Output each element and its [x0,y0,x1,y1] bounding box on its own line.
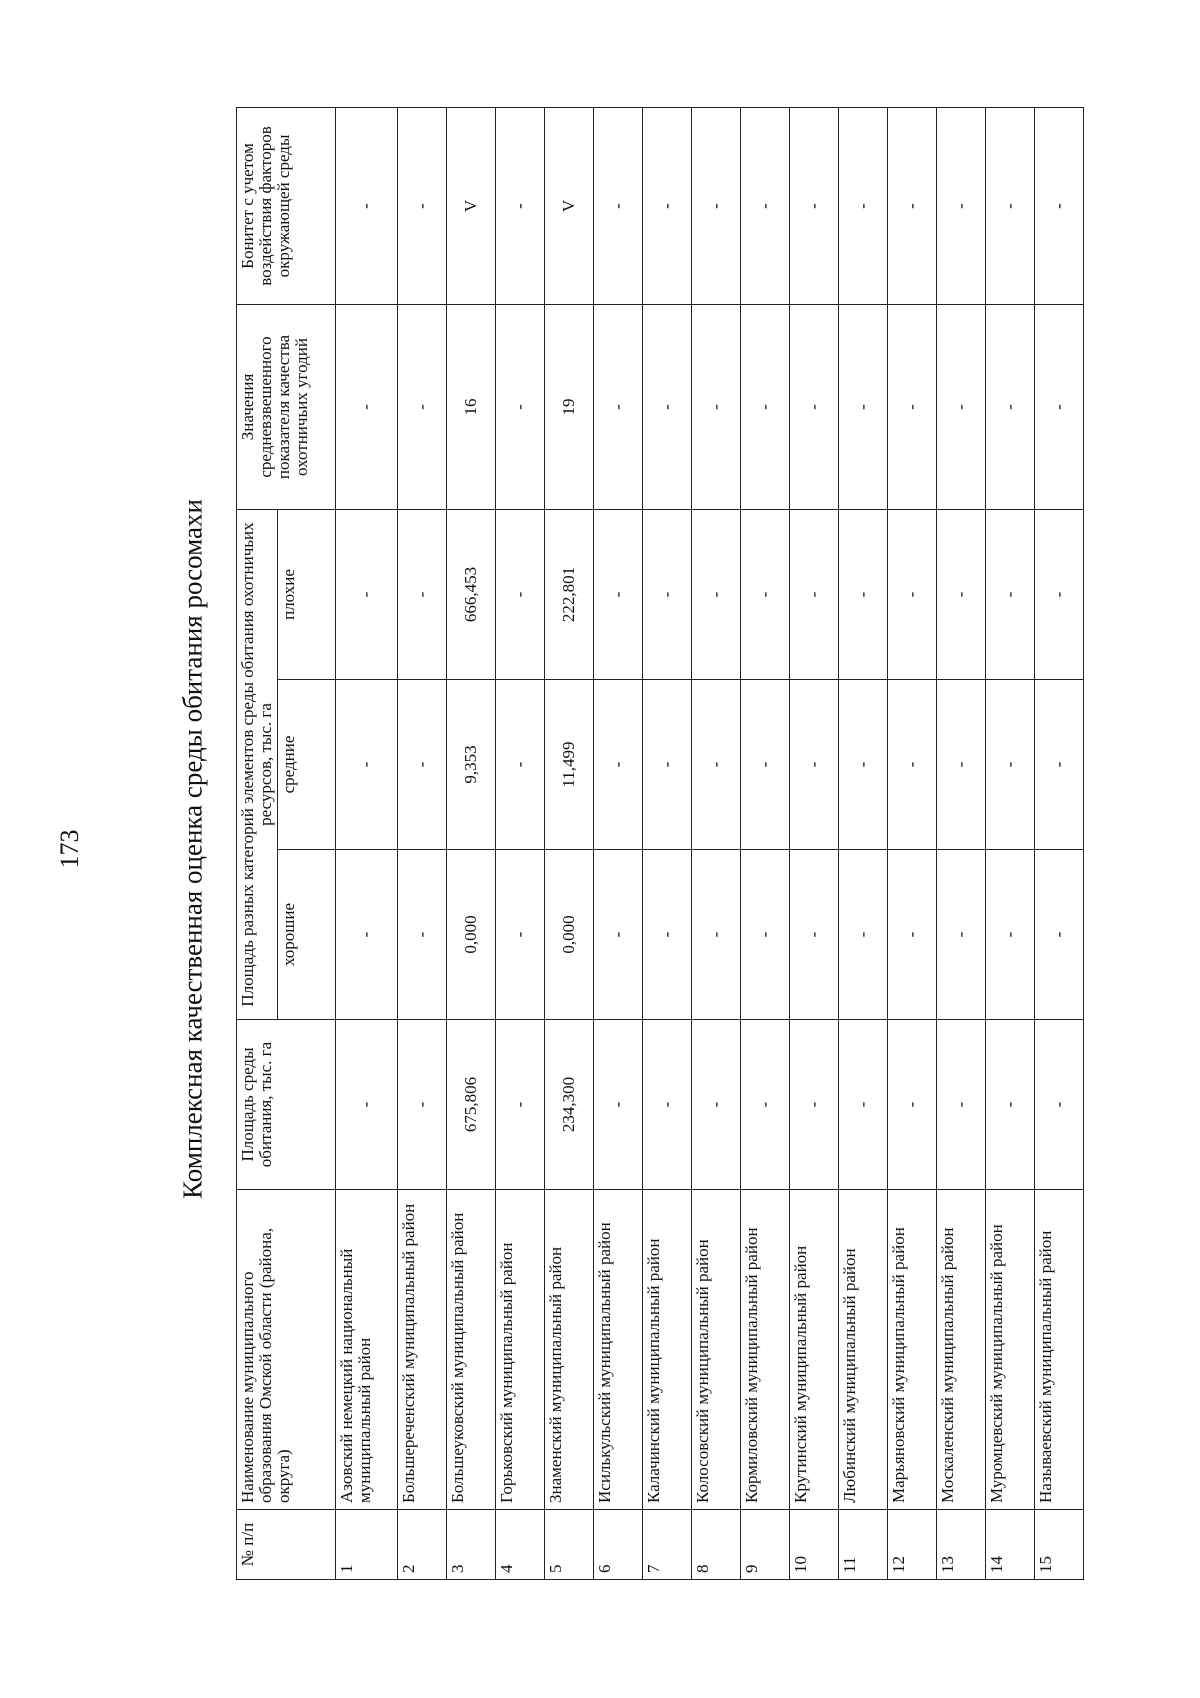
cell-good: - [1034,850,1083,1020]
cell-area: - [887,1020,936,1190]
table-row [544,107,593,1579]
cell-name: Калачинский муниципальный район [642,1190,691,1510]
cell-poor: - [397,509,446,679]
table-container [236,108,1080,1580]
cell-good: - [495,850,544,1020]
table-row [691,107,740,1579]
cell-bonitet: - [789,107,838,304]
cell-name: Большеуковский муниципальный район [446,1190,495,1510]
table-row [446,107,495,1579]
cell-medium: 11,499 [544,680,593,850]
cell-bonitet: - [642,107,691,304]
cell-poor: - [789,509,838,679]
table-row [740,107,789,1579]
cell-name: Исилькульский муниципальный район [593,1190,642,1510]
cell-bonitet: V [446,107,495,304]
cell-weighted: - [936,304,985,509]
cell-good: - [887,850,936,1020]
cell-num: 6 [593,1510,642,1580]
header-num: № п/п [237,1510,336,1580]
habitat-table [236,107,1084,1580]
header-area: Площадь среды обитания, тыс. га [237,1020,336,1190]
cell-good: - [397,850,446,1020]
cell-good: - [642,850,691,1020]
cell-bonitet: - [691,107,740,304]
cell-name: Называевский муниципальный район [1034,1190,1083,1510]
header-name: Наименование муниципального образования Омской области (района, округа) [237,1190,336,1510]
cell-weighted: - [887,304,936,509]
cell-weighted: 16 [446,304,495,509]
cell-weighted: - [985,304,1034,509]
cell-weighted: - [495,304,544,509]
cell-poor: - [691,509,740,679]
cell-num: 5 [544,1510,593,1580]
cell-area: - [740,1020,789,1190]
header-good: хорошие [277,850,335,1020]
cell-good: - [335,850,397,1020]
cell-weighted: 19 [544,304,593,509]
cell-medium: 9,353 [446,680,495,850]
cell-num: 13 [936,1510,985,1580]
cell-bonitet: - [495,107,544,304]
cell-bonitet: - [740,107,789,304]
cell-name: Знаменский муниципальный район [544,1190,593,1510]
cell-area: - [397,1020,446,1190]
cell-name: Кормиловский муниципальный район [740,1190,789,1510]
cell-area: - [838,1020,887,1190]
cell-bonitet: - [887,107,936,304]
cell-name: Большереченский муниципальный район [397,1190,446,1510]
cell-name: Любинский муниципальный район [838,1190,887,1510]
table-row [887,107,936,1579]
cell-poor: - [495,509,544,679]
cell-name: Марьяновский муниципальный район [887,1190,936,1510]
cell-weighted: - [691,304,740,509]
cell-bonitet: - [985,107,1034,304]
cell-poor: - [985,509,1034,679]
cell-area: - [1034,1020,1083,1190]
cell-good: - [789,850,838,1020]
cell-area: - [789,1020,838,1190]
cell-area: - [593,1020,642,1190]
header-bonitet: Бонитет с учетом воздействия факторов окружающей среды [237,107,336,304]
cell-num: 7 [642,1510,691,1580]
cell-medium: - [642,680,691,850]
cell-poor: 666,453 [446,509,495,679]
cell-name: Азовский немецкий национальный муниципальный район [335,1190,397,1510]
cell-good: - [593,850,642,1020]
cell-weighted: - [1034,304,1083,509]
cell-poor: - [838,509,887,679]
cell-name: Горьковский муниципальный район [495,1190,544,1510]
cell-num: 1 [335,1510,397,1580]
table-row [495,107,544,1579]
cell-bonitet: - [593,107,642,304]
cell-medium: - [593,680,642,850]
cell-area: - [985,1020,1034,1190]
cell-medium: - [838,680,887,850]
cell-weighted: - [593,304,642,509]
table-row [593,107,642,1579]
cell-medium: - [495,680,544,850]
cell-bonitet: - [936,107,985,304]
cell-num: 3 [446,1510,495,1580]
cell-good: - [740,850,789,1020]
cell-num: 8 [691,1510,740,1580]
cell-poor: - [887,509,936,679]
cell-bonitet: V [544,107,593,304]
cell-name: Москаленский муниципальный район [936,1190,985,1510]
cell-area: 234,300 [544,1020,593,1190]
cell-num: 9 [740,1510,789,1580]
cell-medium: - [789,680,838,850]
cell-medium: - [691,680,740,850]
cell-bonitet: - [335,107,397,304]
cell-weighted: - [838,304,887,509]
cell-poor: - [642,509,691,679]
cell-num: 10 [789,1510,838,1580]
table-row [1034,107,1083,1579]
page-title: Комплексная качественная оценка среды обитания росомахи [177,499,208,1199]
header-poor: плохие [277,509,335,679]
cell-weighted: - [642,304,691,509]
cell-area: - [936,1020,985,1190]
cell-good: 0,000 [446,850,495,1020]
cell-bonitet: - [397,107,446,304]
cell-bonitet: - [838,107,887,304]
cell-medium: - [887,680,936,850]
cell-area: - [335,1020,397,1190]
cell-poor: 222,801 [544,509,593,679]
cell-poor: - [1034,509,1083,679]
table-row [642,107,691,1579]
cell-name: Колосовский муниципальный район [691,1190,740,1510]
table-body [335,107,1083,1579]
header-medium: средние [277,680,335,850]
cell-num: 4 [495,1510,544,1580]
table-row [838,107,887,1579]
page-number: 173 [55,829,84,869]
cell-num: 12 [887,1510,936,1580]
cell-area: - [642,1020,691,1190]
cell-good: - [985,850,1034,1020]
cell-poor: - [593,509,642,679]
cell-area: - [691,1020,740,1190]
cell-bonitet: - [1034,107,1083,304]
cell-medium: - [1034,680,1083,850]
cell-good: - [838,850,887,1020]
cell-num: 14 [985,1510,1034,1580]
cell-name: Крутинский муниципальный район [789,1190,838,1510]
table-row [789,107,838,1579]
header-categories: Площадь разных категорий элементов среды обитания охотничьих ресурсов, тыс. га [237,509,278,1019]
table-row [335,107,397,1579]
cell-good: - [936,850,985,1020]
cell-poor: - [740,509,789,679]
cell-poor: - [936,509,985,679]
cell-good: - [691,850,740,1020]
cell-weighted: - [740,304,789,509]
cell-poor: - [335,509,397,679]
table-row [985,107,1034,1579]
cell-medium: - [740,680,789,850]
cell-weighted: - [397,304,446,509]
cell-medium: - [335,680,397,850]
cell-medium: - [985,680,1034,850]
cell-medium: - [397,680,446,850]
table-row [936,107,985,1579]
cell-area: 675,806 [446,1020,495,1190]
table-row [397,107,446,1579]
cell-medium: - [936,680,985,850]
cell-name: Муромцевский муниципальный район [985,1190,1034,1510]
cell-num: 15 [1034,1510,1083,1580]
header-weighted: Значения средневзвешенного показателя качества охотничьих угодий [237,304,336,509]
cell-num: 11 [838,1510,887,1580]
cell-good: 0,000 [544,850,593,1020]
cell-num: 2 [397,1510,446,1580]
cell-weighted: - [789,304,838,509]
cell-area: - [495,1020,544,1190]
cell-weighted: - [335,304,397,509]
